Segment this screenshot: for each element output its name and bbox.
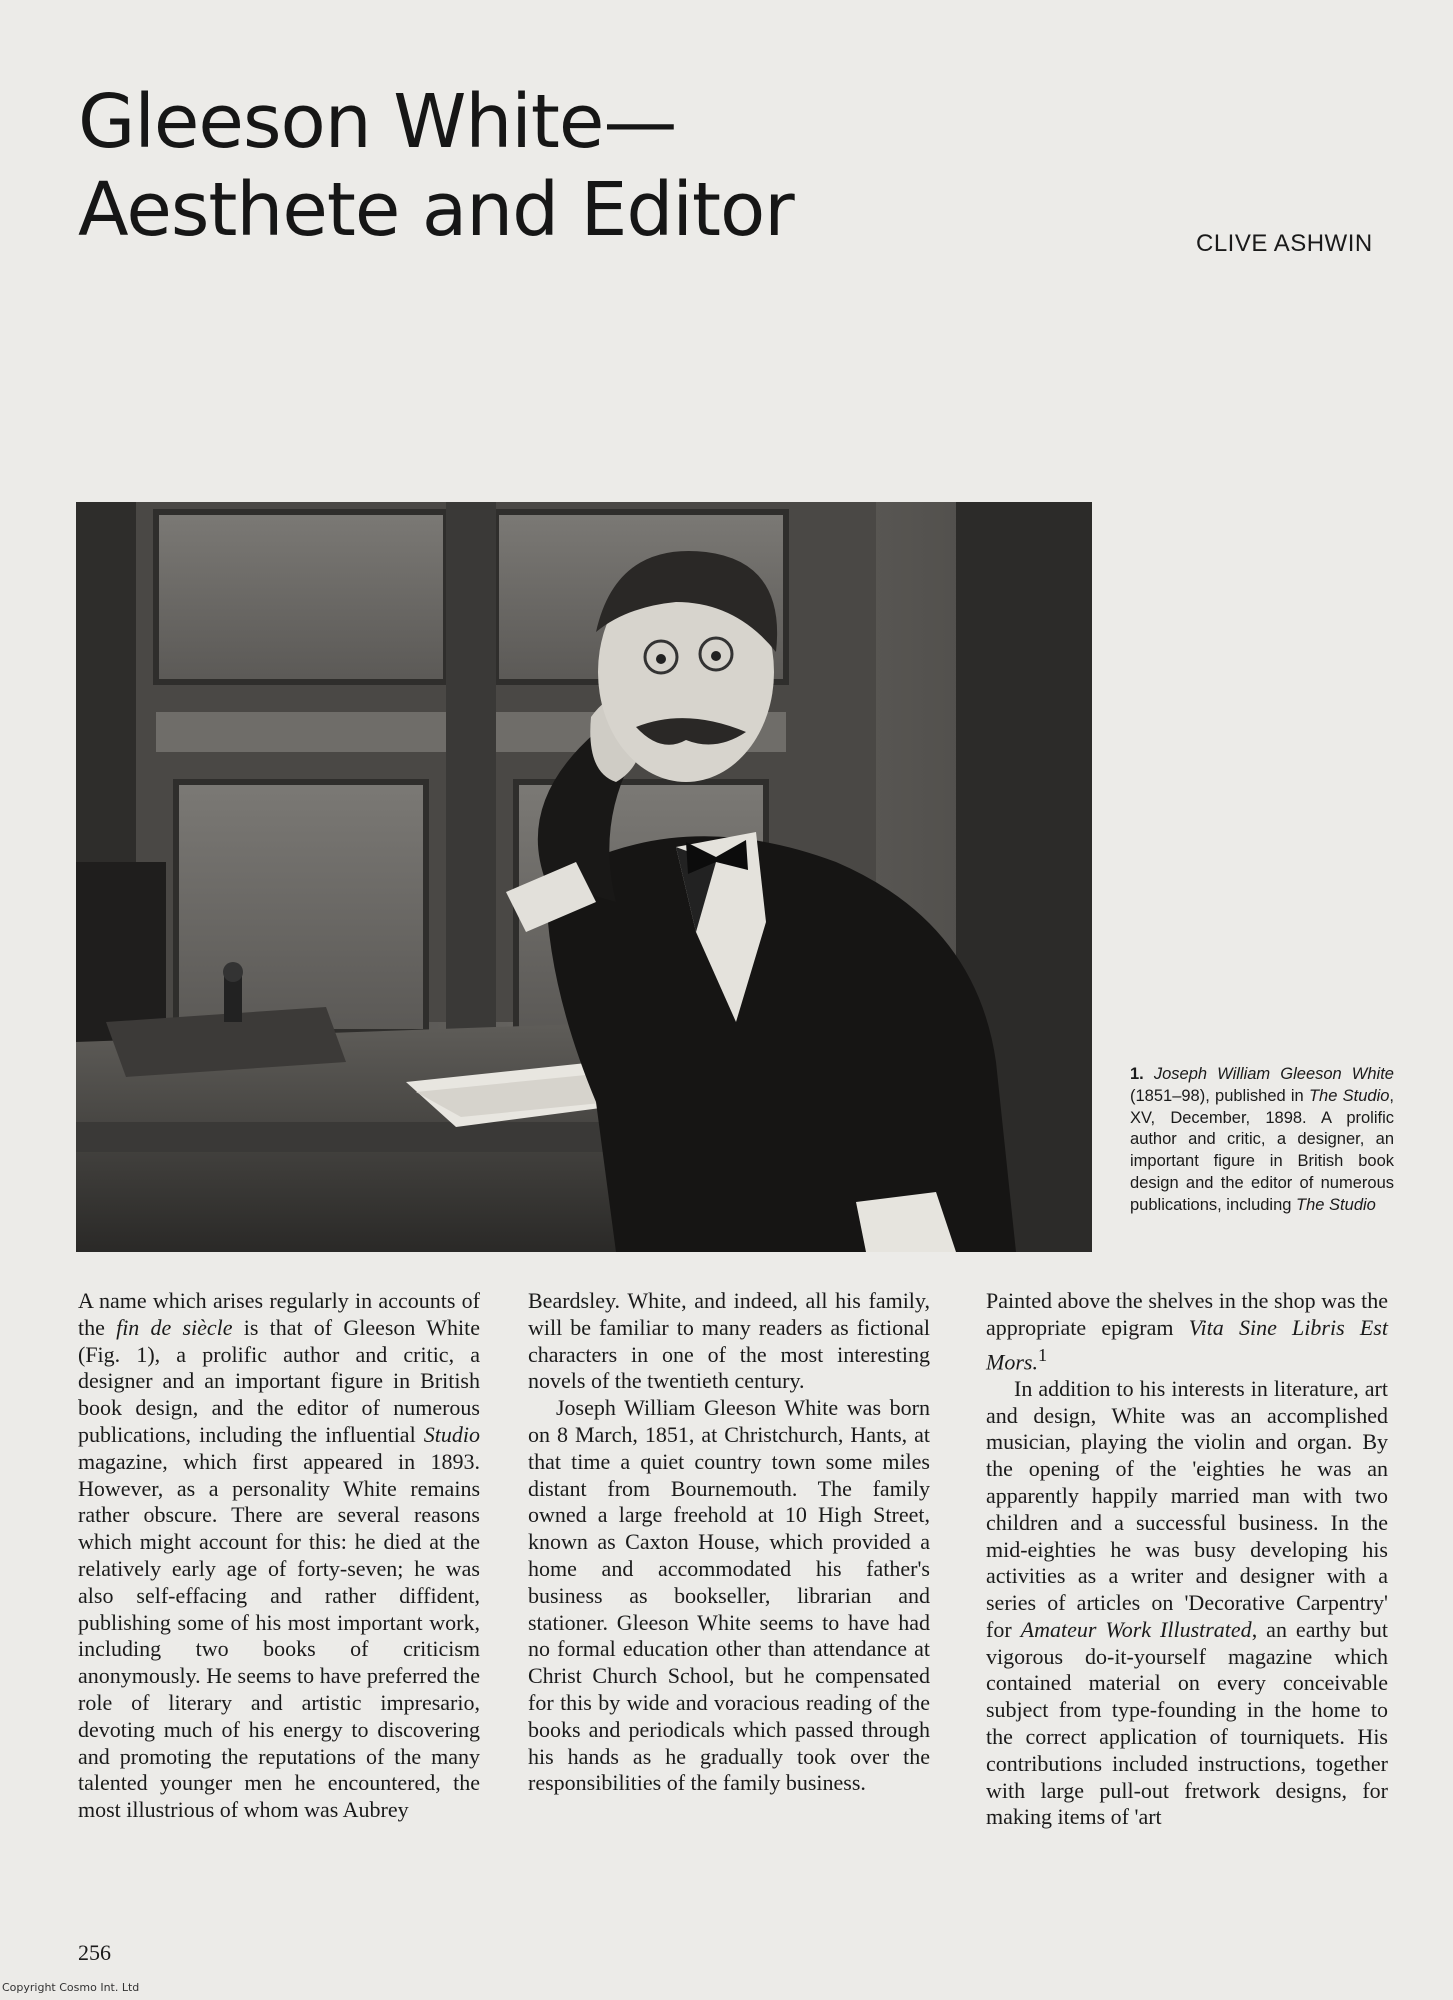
caption-dates: (1851–98), published in (1130, 1086, 1309, 1105)
italic-phrase: fin de siècle (116, 1314, 233, 1340)
paragraph (986, 1288, 1388, 1376)
text-run: is that of Gleeson White (Fig. 1), a prolific author and critic, a designer and an important figure in British book design, and the editor of numerous publications, including the influential (78, 1314, 480, 1447)
page-number: 256 (78, 1940, 111, 1965)
footnote-marker: 1 (1037, 1344, 1048, 1365)
caption-publication: The Studio (1308, 1086, 1390, 1105)
paragraph: Joseph William Gleeson White was born on 8 March, 1851, at Christchurch, Hants, at that time a quiet country town some miles distant from Bournemouth. The family owned a large freehold at 10 High Street, known as Caxton House, which provided a home and accommodated his father's business as bookseller, librarian and stationer. Gleeson White seems to have had no formal education other than attendance at Christ Church School, but he compensated for this by wide and voracious reading of the books and periodicals which passed through his hands as he gradually took over the responsibilities of the family business. (528, 1395, 930, 1796)
caption-subject-name: Joseph William Gleeson White (1153, 1065, 1394, 1083)
text-column-3 (986, 1288, 1388, 1831)
text-run: magazine, which first appeared in 1893. However, as a personality White remains rather obscure. There are several reasons which might account for this: he died at the relatively early age of forty-seven; he was also self-effacing and rather diffident, publishing some of his most important work, including two books of criticism anonymously. He seems to have preferred the role of literary and artistic impresario, devoting much of his energy to discovering and promoting the reputations of the many talented younger men he encountered, the most illustrious of whom was Aubrey (78, 1448, 480, 1823)
article-author: CLIVE ASHWIN (1196, 230, 1373, 257)
paragraph (78, 1288, 480, 1824)
paragraph: Beardsley. White, and indeed, all his family, will be familiar to many readers as fictional characters in one of the most interesting novels of the twentieth century. (528, 1288, 930, 1394)
article-title-line2: Aesthete and Editor (78, 167, 794, 253)
portrait-photo-illustration (76, 502, 1092, 1252)
copyright-notice: Copyright Cosmo Int. Ltd (2, 1981, 140, 1994)
caption-number: 1. (1130, 1065, 1144, 1083)
text-run: A name which arises regularly in accounts of the (78, 1288, 480, 1340)
italic-phrase: Amateur Work Illustrated (1020, 1616, 1252, 1642)
article-title-line1: Gleeson White— (78, 79, 677, 165)
caption-description: , XV, December, 1898. A prolific author and critic, a designer, an important figure in British book design and the editor of numerous publications, including (1130, 1086, 1395, 1214)
italic-phrase: Vita Sine Libris Est Mors. (986, 1314, 1388, 1374)
text-column-2 (528, 1288, 930, 1797)
figure-caption (1130, 1064, 1394, 1217)
italic-phrase: Studio (423, 1421, 480, 1447)
paragraph (986, 1376, 1388, 1832)
text-run: In addition to his interests in literature, art and design, White was an accomplished musician, playing the violin and organ. By the opening of the 'eighties he was an apparently happily married man with two children and a successful business. In the mid-eighties he was busy developing his activities as a writer and designer with a series of articles on 'Decorative Carpentry' for (986, 1375, 1388, 1642)
text-run: , an earthy but vigorous do-it-yourself magazine which contained material on every conceivable subject from type-founding in the home to the correct application of tourniquets. His contributions included instructions, together with large pull-out fretwork designs, for making items of 'art (986, 1616, 1388, 1830)
article-title (78, 78, 938, 254)
portrait-photo (76, 502, 1092, 1252)
caption-publication-2: The Studio (1296, 1195, 1376, 1214)
text-run: Painted above the shelves in the shop was the appropriate epigram (986, 1288, 1388, 1340)
text-column-1 (78, 1288, 480, 1824)
